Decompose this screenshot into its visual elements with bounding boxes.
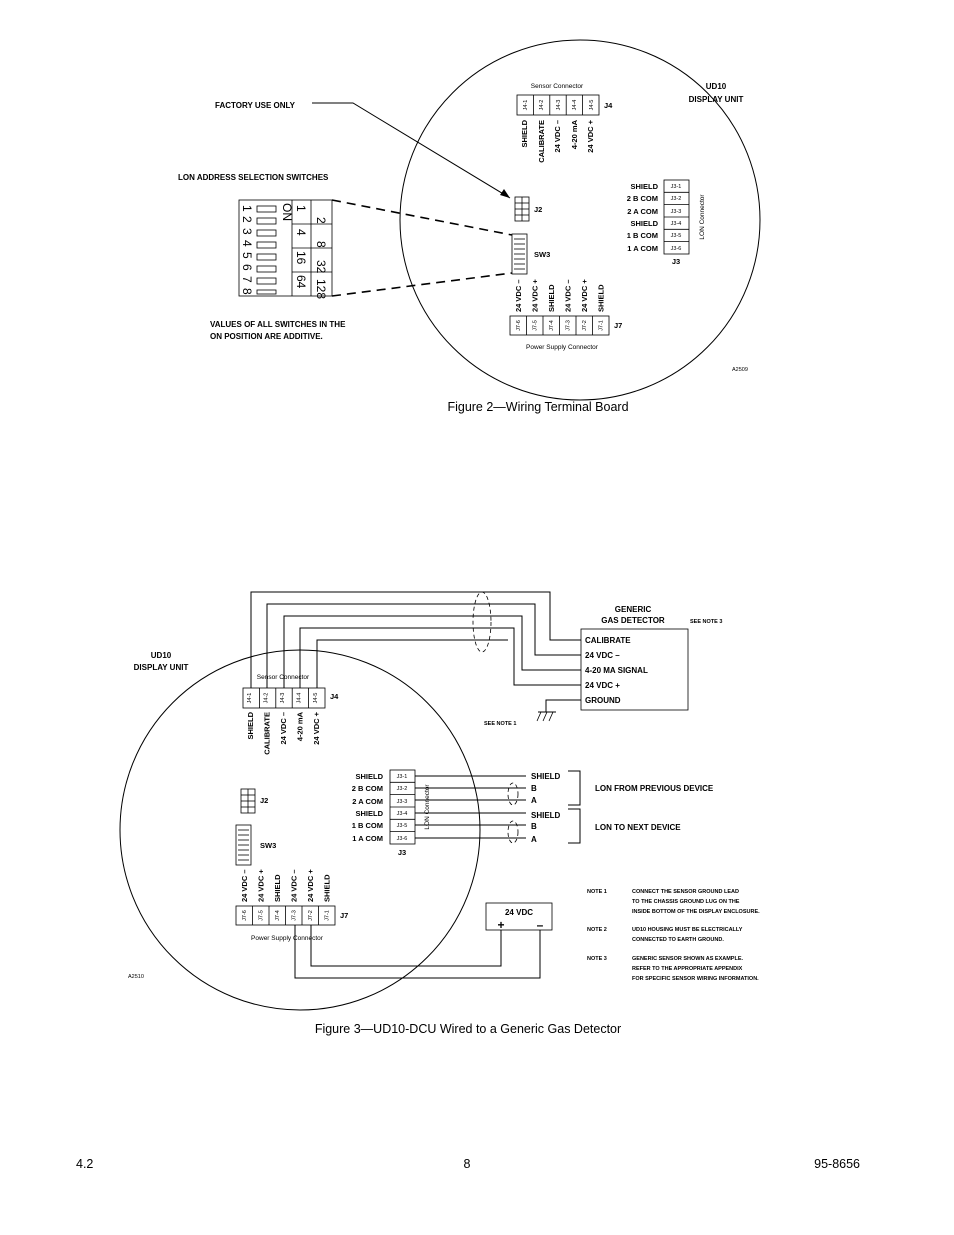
fig3-note-id: NOTE 1	[587, 889, 607, 895]
fig2-j3-pin: J3-1	[670, 184, 682, 190]
fig3-caption: Figure 3—UD10-DCU Wired to a Generic Gas Detector	[314, 1022, 622, 1036]
fig3-j4-signal: SHIELD	[246, 712, 255, 740]
fig3-j3-signal: 1 A COM	[352, 834, 383, 843]
fig2-switch-number: 8	[240, 288, 254, 295]
fig3-unit-title-2: DISPLAY UNIT	[133, 663, 189, 672]
fig3-j7-connector	[236, 869, 348, 942]
fig3-lon-prev-bracket	[568, 771, 580, 805]
fig3-j7-signal: 24 VDC –	[240, 869, 249, 902]
fig3-detector-title-1: GENERIC	[614, 605, 652, 614]
fig2-j7-signal: SHIELD	[596, 284, 606, 312]
fig2-j7-pin: J7-6	[516, 320, 522, 331]
fig2-j3-signal: SHIELD	[630, 182, 658, 191]
fig2-switch-value: 1	[294, 205, 308, 212]
fig2-factory-use-arrow	[312, 103, 510, 198]
fig2-j7-pin: J7-5	[532, 320, 539, 331]
fig3-lon-prev-line: A	[531, 796, 537, 805]
fig3-drawing-id: A2510	[128, 974, 144, 980]
fig3-j7-signal: 24 VDC +	[256, 869, 266, 902]
fig2-switch-value: 8	[314, 241, 328, 248]
fig2-zoom-line-bottom	[332, 273, 512, 296]
fig3-j3-pin: J3-4	[396, 811, 408, 817]
footer-revision: 4.2	[76, 1157, 94, 1171]
fig3-detector-terminal: 24 VDC –	[585, 651, 620, 660]
fig2-j3-pin: J3-6	[670, 246, 682, 252]
fig2-drawing-id: A2509	[732, 367, 748, 373]
fig3-lon-next-line: A	[531, 835, 537, 844]
fig2-unit-title-1: UD10	[705, 82, 727, 91]
fig2-j7-signal: 24 VDC +	[580, 279, 589, 312]
fig2-additive-note-2: ON POSITION ARE ADDITIVE.	[210, 332, 323, 341]
fig2-j4-signal: 24 VDC +	[586, 120, 595, 153]
fig2-j3-signal: 2 B COM	[626, 194, 658, 203]
fig3-j7-signal: SHIELD	[273, 874, 282, 902]
fig2-j4-signal: SHIELD	[520, 120, 529, 148]
fig2-j3-signal: 2 A COM	[627, 207, 658, 216]
fig3-unit-title-1: UD10	[150, 651, 172, 660]
fig2-j4-pin: J4-2	[539, 99, 545, 111]
fig3-lon-prev-line: B	[531, 784, 537, 793]
fig2-power-connector-title: Power Supply Connector	[526, 344, 598, 351]
fig2-j2-header	[515, 197, 542, 221]
fig3-j4-pin: J4-4	[296, 692, 303, 704]
fig2-factory-use-label: FACTORY USE ONLY	[215, 101, 296, 110]
fig2-j7-connector	[510, 279, 622, 351]
fig2-j3-signal: SHIELD	[630, 219, 658, 228]
fig3-note-id: NOTE 2	[587, 927, 607, 933]
fig3-note-line: UD10 HOUSING MUST BE ELECTRICALLY	[632, 927, 743, 933]
fig3-j7-signal: 24 VDC –	[289, 869, 299, 902]
fig3-j3-pin: J3-3	[396, 799, 408, 805]
fig3-lon-prev-label: LON FROM PREVIOUS DEVICE	[595, 784, 714, 793]
fig3-wire-24vdc-minus	[267, 604, 581, 688]
fig3-j3-pin: J3-5	[396, 823, 408, 829]
fig3-j3-signal: 2 A COM	[352, 797, 383, 806]
fig3-j3-pin: J3-2	[396, 786, 408, 792]
fig2-j3-pin: J3-5	[670, 233, 682, 239]
fig2-lon-switches-label: LON ADDRESS SELECTION SWITCHES	[178, 173, 329, 182]
fig3-detector-title-2: GAS DETECTOR	[601, 616, 665, 625]
fig3-note-line: FOR SPECIFIC SENSOR WIRING INFORMATION.	[632, 976, 759, 982]
fig2-j3-signal: 1 B COM	[626, 231, 658, 240]
fig2-j4-pin: J4-5	[589, 99, 595, 111]
fig2-j4-signal: 4-20 mA	[570, 120, 579, 150]
fig2-sensor-connector-title: Sensor Connector	[530, 83, 584, 90]
fig3-power-plus: +	[497, 918, 505, 932]
fig3-j3-pin: J3-1	[396, 774, 408, 780]
fig2-j2-label: J2	[534, 205, 543, 214]
fig2-j7-pin: J7-4	[549, 320, 555, 331]
fig2-j3-pin: J3-3	[670, 209, 682, 215]
fig2-switch-number: 1	[240, 205, 254, 212]
fig3-j4-signal: 4-20 mA	[295, 712, 305, 742]
fig3-see-note-3: SEE NOTE 3	[690, 619, 723, 625]
fig2-j7-signal: 24 VDC –	[514, 279, 523, 312]
fig2-j4-pin: J4-4	[572, 99, 578, 111]
fig3-detector-terminal: GROUND	[585, 696, 621, 705]
fig2-j3-connector	[627, 180, 706, 266]
footer-doc-number: 95-8656	[814, 1157, 860, 1171]
fig3-j7-label: J7	[340, 911, 349, 920]
fig2-switch-number: 5	[240, 252, 254, 259]
fig3-sw3-label: SW3	[260, 841, 277, 850]
fig3-j7-pin: J7-6	[242, 910, 248, 921]
fig3-j4-pin: J4-2	[263, 692, 270, 704]
fig3-j7-signal: SHIELD	[322, 874, 332, 902]
fig2-sw3-label: SW3	[534, 250, 551, 259]
fig3-sensor-wires	[251, 592, 581, 688]
fig3-note-line: CONNECT THE SENSOR GROUND LEAD	[632, 889, 739, 895]
fig3-j4-label: J4	[330, 692, 339, 701]
fig2-switch-value: 128	[314, 279, 328, 300]
fig2-unit-title-2: DISPLAY UNIT	[688, 95, 744, 104]
fig2-lon-connector-title: LON Connector	[699, 194, 706, 240]
fig3-note-line: REFER TO THE APPROPRIATE APPENDIX	[632, 966, 743, 972]
fig3-j4-connector	[243, 688, 339, 755]
fig2-j3-signal: 1 A COM	[627, 244, 658, 253]
fig3-detector-terminal: CALIBRATE	[585, 636, 631, 645]
fig2-j7-label: J7	[614, 321, 623, 330]
fig3-power-minus: –	[536, 918, 544, 932]
fig3-lon-next-line: B	[531, 822, 537, 831]
figure-3	[120, 592, 760, 1036]
fig2-switch-number: 3	[240, 228, 254, 235]
fig3-note-line: TO THE CHASSIS GROUND LUG ON THE	[632, 899, 740, 905]
fig3-j3-pin: J3-6	[396, 836, 408, 842]
fig2-switch-value: 2	[314, 217, 328, 224]
fig2-j4-pin: J4-3	[556, 99, 562, 111]
fig3-j3-signal: 2 B COM	[351, 784, 383, 793]
fig3-j3-label: J3	[397, 848, 407, 857]
fig2-switch-on-label: ON	[280, 203, 294, 221]
fig3-sensor-connector-title: Sensor Connector	[256, 674, 310, 681]
fig2-sw3	[512, 234, 550, 274]
fig2-j4-connector	[517, 95, 613, 163]
fig2-additive-note-1: VALUES OF ALL SWITCHES IN THE	[210, 320, 346, 329]
fig3-lon-connector-title: LON Connector	[424, 784, 431, 830]
fig2-switch-value: 64	[294, 275, 308, 289]
fig3-j7-pin: J7-2	[308, 910, 314, 921]
fig2-j7-signal: SHIELD	[547, 284, 556, 312]
fig2-zoom-line-top	[332, 200, 512, 235]
fig3-power-supply-label: 24 VDC	[504, 908, 534, 917]
fig3-wire-stub	[317, 640, 508, 688]
fig3-sw3	[236, 825, 276, 865]
fig3-ground-wire	[546, 700, 581, 712]
fig3-lon-next-bracket	[568, 809, 580, 843]
fig3-wire-power-plus	[311, 925, 501, 966]
page-footer	[76, 1157, 860, 1171]
fig3-note-line: CONNECTED TO EARTH GROUND.	[632, 937, 724, 943]
fig2-j3-label: J3	[671, 257, 681, 266]
fig2-dip-switch-enlarged	[239, 200, 332, 299]
fig2-j7-signal: 24 VDC –	[563, 279, 573, 312]
fig2-switch-value: 32	[314, 260, 328, 274]
fig3-detector-terminal: 4-20 MA SIGNAL	[585, 666, 648, 675]
figure-2	[178, 40, 760, 414]
fig3-j3-signal: SHIELD	[355, 772, 383, 781]
fig3-j4-signal: 24 VDC +	[312, 712, 321, 745]
fig3-j2-label: J2	[260, 796, 269, 805]
fig3-detector-terminal: 24 VDC +	[585, 681, 620, 690]
fig3-notes	[587, 889, 760, 982]
fig2-j3-pin: J3-2	[670, 196, 682, 202]
fig3-gas-detector	[484, 605, 722, 727]
fig2-caption: Figure 2—Wiring Terminal Board	[447, 400, 629, 414]
fig3-j7-pin: J7-1	[324, 910, 331, 921]
fig3-j7-pin: J7-5	[258, 910, 265, 921]
fig2-j4-signal: CALIBRATE	[537, 120, 546, 163]
fig3-j4-pin: J4-5	[313, 692, 319, 704]
fig3-j7-pin: J7-3	[291, 910, 298, 921]
fig2-j4-signal: 24 VDC –	[553, 120, 562, 153]
fig3-power-connector-title: Power Supply Connector	[251, 935, 323, 942]
fig3-j3-signal: 1 B COM	[351, 821, 383, 830]
fig3-j3-signal: SHIELD	[355, 809, 383, 818]
fig3-wire-24vdc-plus	[300, 628, 581, 688]
fig3-j7-signal: 24 VDC +	[306, 869, 315, 902]
fig3-j4-signal: 24 VDC –	[279, 712, 288, 745]
fig3-note-id: NOTE 3	[587, 956, 607, 962]
fig2-j4-pin: J4-1	[523, 99, 529, 111]
fig2-j7-pin: J7-2	[582, 320, 588, 331]
fig2-j3-pin: J3-4	[670, 221, 682, 227]
fig3-power-supply	[486, 903, 552, 932]
fig3-lon-next-shield-ellipse	[508, 821, 518, 843]
fig3-lon-prev-shield-ellipse	[508, 783, 518, 805]
fig2-switch-number: 7	[240, 276, 254, 283]
fig3-j4-signal: CALIBRATE	[262, 712, 272, 755]
footer-page-number: 8	[463, 1157, 471, 1171]
fig3-j4-pin: J4-1	[247, 692, 253, 704]
fig2-switch-value: 16	[294, 251, 308, 265]
fig3-lon-next-label: LON TO NEXT DEVICE	[595, 823, 681, 832]
fig2-j7-pin: J7-1	[598, 320, 605, 331]
fig2-j7-pin: J7-3	[565, 320, 572, 331]
fig3-cable-shield-ellipse	[473, 592, 491, 652]
fig2-switch-value: 4	[294, 229, 308, 236]
fig2-j4-label: J4	[604, 101, 613, 110]
fig2-arrowhead	[500, 189, 510, 198]
fig2-switch-number: 4	[240, 240, 254, 247]
fig3-note-line: GENERIC SENSOR SHOWN AS EXAMPLE.	[632, 956, 744, 962]
fig2-j7-signal: 24 VDC +	[530, 279, 540, 312]
fig3-see-note-1: SEE NOTE 1	[484, 721, 517, 727]
fig3-wire-power-minus	[295, 925, 540, 978]
fig3-lon-prev-line: SHIELD	[531, 772, 561, 781]
fig2-switch-number: 6	[240, 264, 254, 271]
fig3-lon-wires	[415, 776, 526, 843]
fig2-switch-number: 2	[240, 216, 254, 223]
fig3-j4-pin: J4-3	[280, 692, 286, 704]
fig3-j2-header	[241, 789, 268, 813]
fig3-j7-pin: J7-4	[275, 910, 281, 921]
fig3-lon-next-line: SHIELD	[531, 811, 561, 820]
fig3-note-line: INSIDE BOTTOM OF THE DISPLAY ENCLOSURE.	[632, 909, 760, 915]
